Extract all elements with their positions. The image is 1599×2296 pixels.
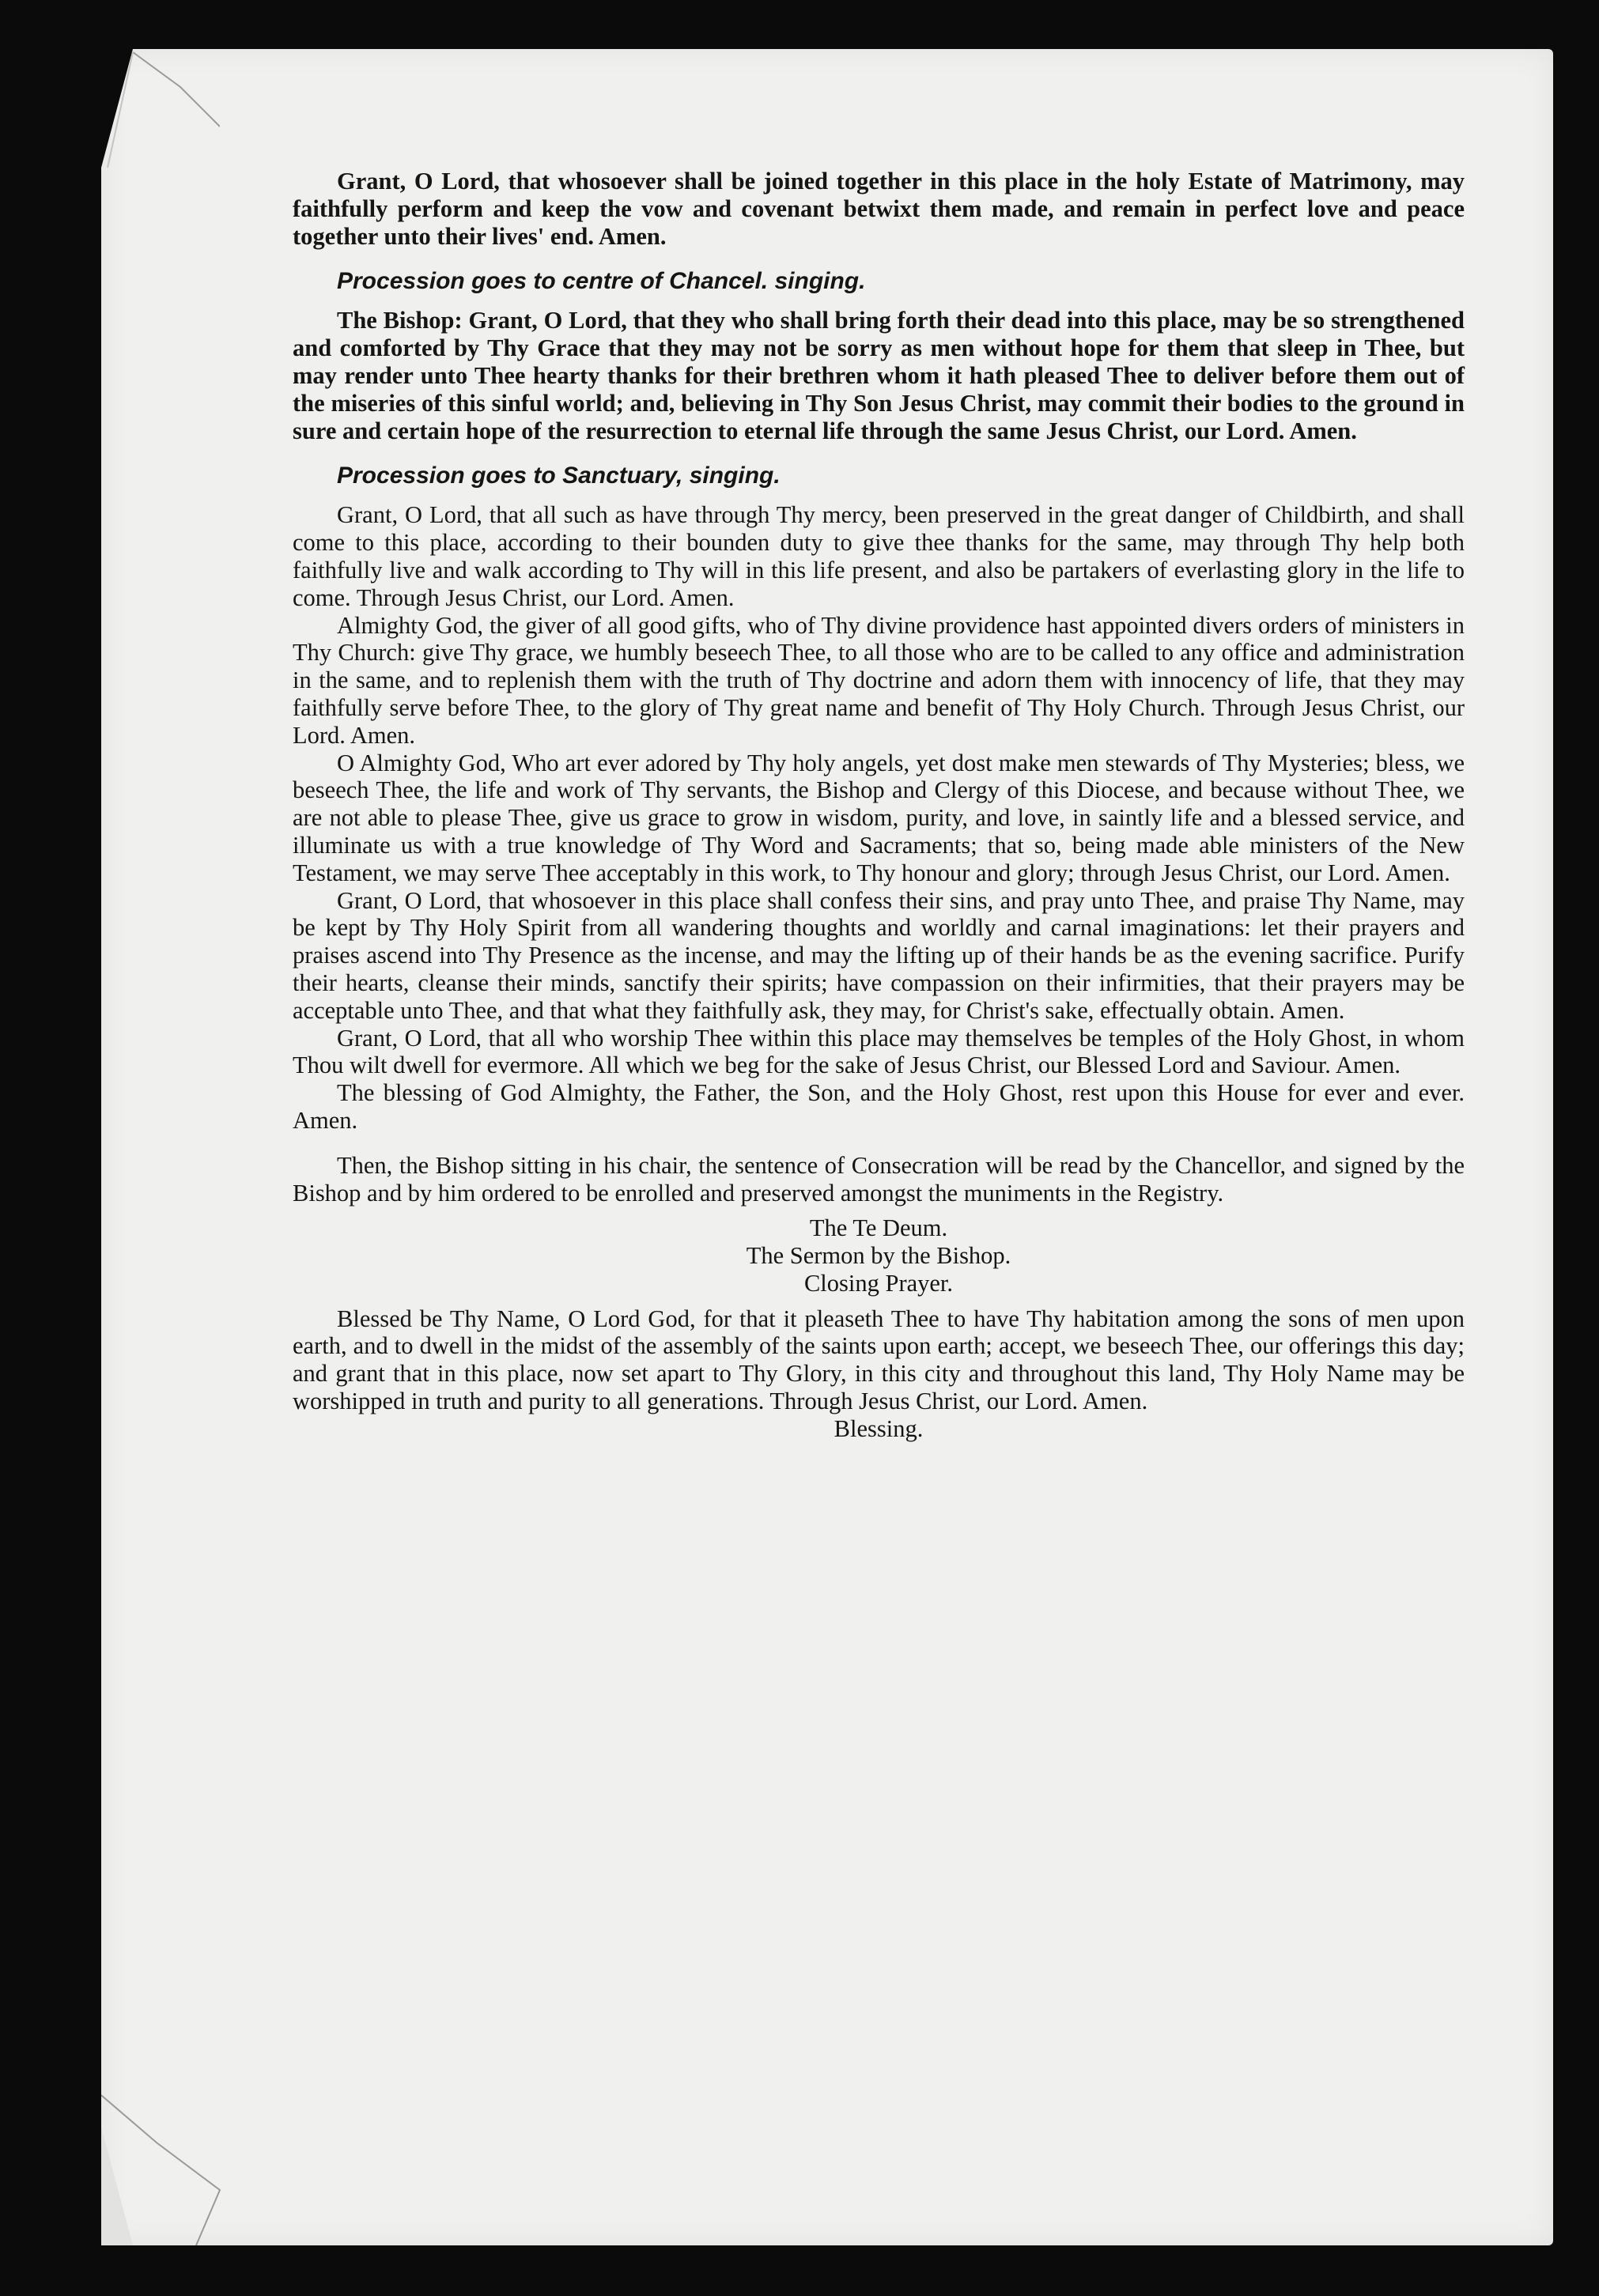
blessing-of-house: The blessing of God Almighty, the Father, the Son, and the Holy Ghost, rest upon this House for ever and ever. Amen. (293, 1079, 1465, 1134)
te-deum: The Te Deum. (809, 1214, 948, 1242)
ministers-prayer: Almighty God, the giver of all good gifts, who of Thy divine providence hast appointed divers orders of ministers in Thy Church: give Thy grace, we humbly beseech Thee, to all those who are to be called to any office and administration in the same, and to replenish them with the truth of Thy doctrine and adorn them with innocency of life, that they may faithfully serve before Thee, to the glory of Thy great name and benefit of Thy Holy Church. Through Jesus Christ, our Lord. Amen. (293, 611, 1465, 749)
clergy-prayer: O Almighty God, Who art ever adored by Thy holy angels, yet dost make men stewards of Thy Mysteries; bless, we beseech Thee, the life and work of Thy servants, the Bishop and Clergy of this Diocese, and because without Thee, we are not able to please Thee, give us grace to grow in wisdom, purity, and love, in saintly life and a blessed service, and illuminate us with a true knowledge of Thy Word and Sacraments; that so, being made able ministers of the New Testament, we may serve Thee acceptably in this work, to Thy honour and glory; through Jesus Christ, our Lord. Amen. (293, 749, 1465, 886)
rubric-sanctuary: Procession goes to Sanctuary, singing. (337, 463, 781, 489)
burial-prayer: The Bishop: Grant, O Lord, that they who shall bring forth their dead into this place, may be so strengthened and comforted by Thy Grace that they may not be sorry as men without hope for them that sleep in Thee, but may render unto Thee hearty thanks for their brethren whom it hath pleased Thee to deliver before them out of the miseries of this sinful world; and, believing in Thy Son Jesus Christ, may commit their bodies to the ground in sure and certain hope of the resurrection to eternal life through the same Jesus Christ, our Lord. Amen. (293, 307, 1465, 444)
consecration-sentence: Then, the Bishop sitting in his chair, the sentence of Consecration will be read by the Chancellor, and signed by the Bishop and by him ordered to be enrolled and preserved amongst the muniments in the Registry. (293, 1151, 1465, 1207)
blessing: Blessing. (834, 1414, 924, 1442)
folded-corner-bottom (101, 2079, 236, 2245)
closing-prayer-heading: Closing Prayer. (803, 1269, 954, 1297)
worship-prayer: Grant, O Lord, that all who worship Thee within this place may themselves be temples of the Holy Ghost, in whom Thou wilt dwell for evermore. All which we beg for the sake of Jesus Christ, our Blessed Lord and Saviour. Amen. (293, 1024, 1465, 1079)
sermon: The Sermon by the Bishop. (746, 1242, 1011, 1270)
service-text (293, 168, 1465, 1443)
childbirth-prayer: Grant, O Lord, that all such as have through Thy mercy, been preserved in the great danger of Childbirth, and shall come to this place, according to their bounden duty to give thee thanks for the same, may through Thy help both faithfully live and walk according to Thy will in this life present, and also be partakers of everlasting glory in the life to come. Through Jesus Christ, our Lord. Amen. (293, 501, 1465, 611)
folded-corner-top (101, 49, 220, 183)
rubric-chancel: Procession goes to centre of Chancel. singing. (337, 268, 866, 295)
closing-prayer: Blessed be Thy Name, O Lord God, for that it pleaseth Thee to have Thy habitation among the sons of men upon earth, and to dwell in the midst of the assembly of the saints upon earth; accept, we beseech Thee, our offerings this day; and grant that in this place, now set apart to Thy Glory, in this city and throughout this land, Thy Holy Name may be worshipped in truth and purity to all generations. Through Jesus Christ, our Lord. Amen. (293, 1305, 1465, 1415)
confession-prayer: Grant, O Lord, that whosoever in this place shall confess their sins, and pray unto Thee, and praise Thy Name, may be kept by Thy Holy Spirit from all wandering thoughts and worldly and carnal imaginations: let their prayers and praises ascend into Thy Presence as the incense, and may the lifting up of their hands be as the evening sacrifice. Purify their hearts, cleanse their minds, sanctify their spirits; have compassion on their infirmities, that their prayers may be acceptable unto Thee, and that what they faithfully ask, they may, for Christ's sake, effectually obtain. Amen. (293, 886, 1465, 1024)
matrimony-prayer: Grant, O Lord, that whosoever shall be joined together in this place in the holy Estate of Matrimony, may faithfully perform and keep the vow and covenant betwixt them made, and remain in perfect love and peace together unto their lives' end. Amen. (293, 168, 1465, 250)
document-page (101, 49, 1553, 2245)
